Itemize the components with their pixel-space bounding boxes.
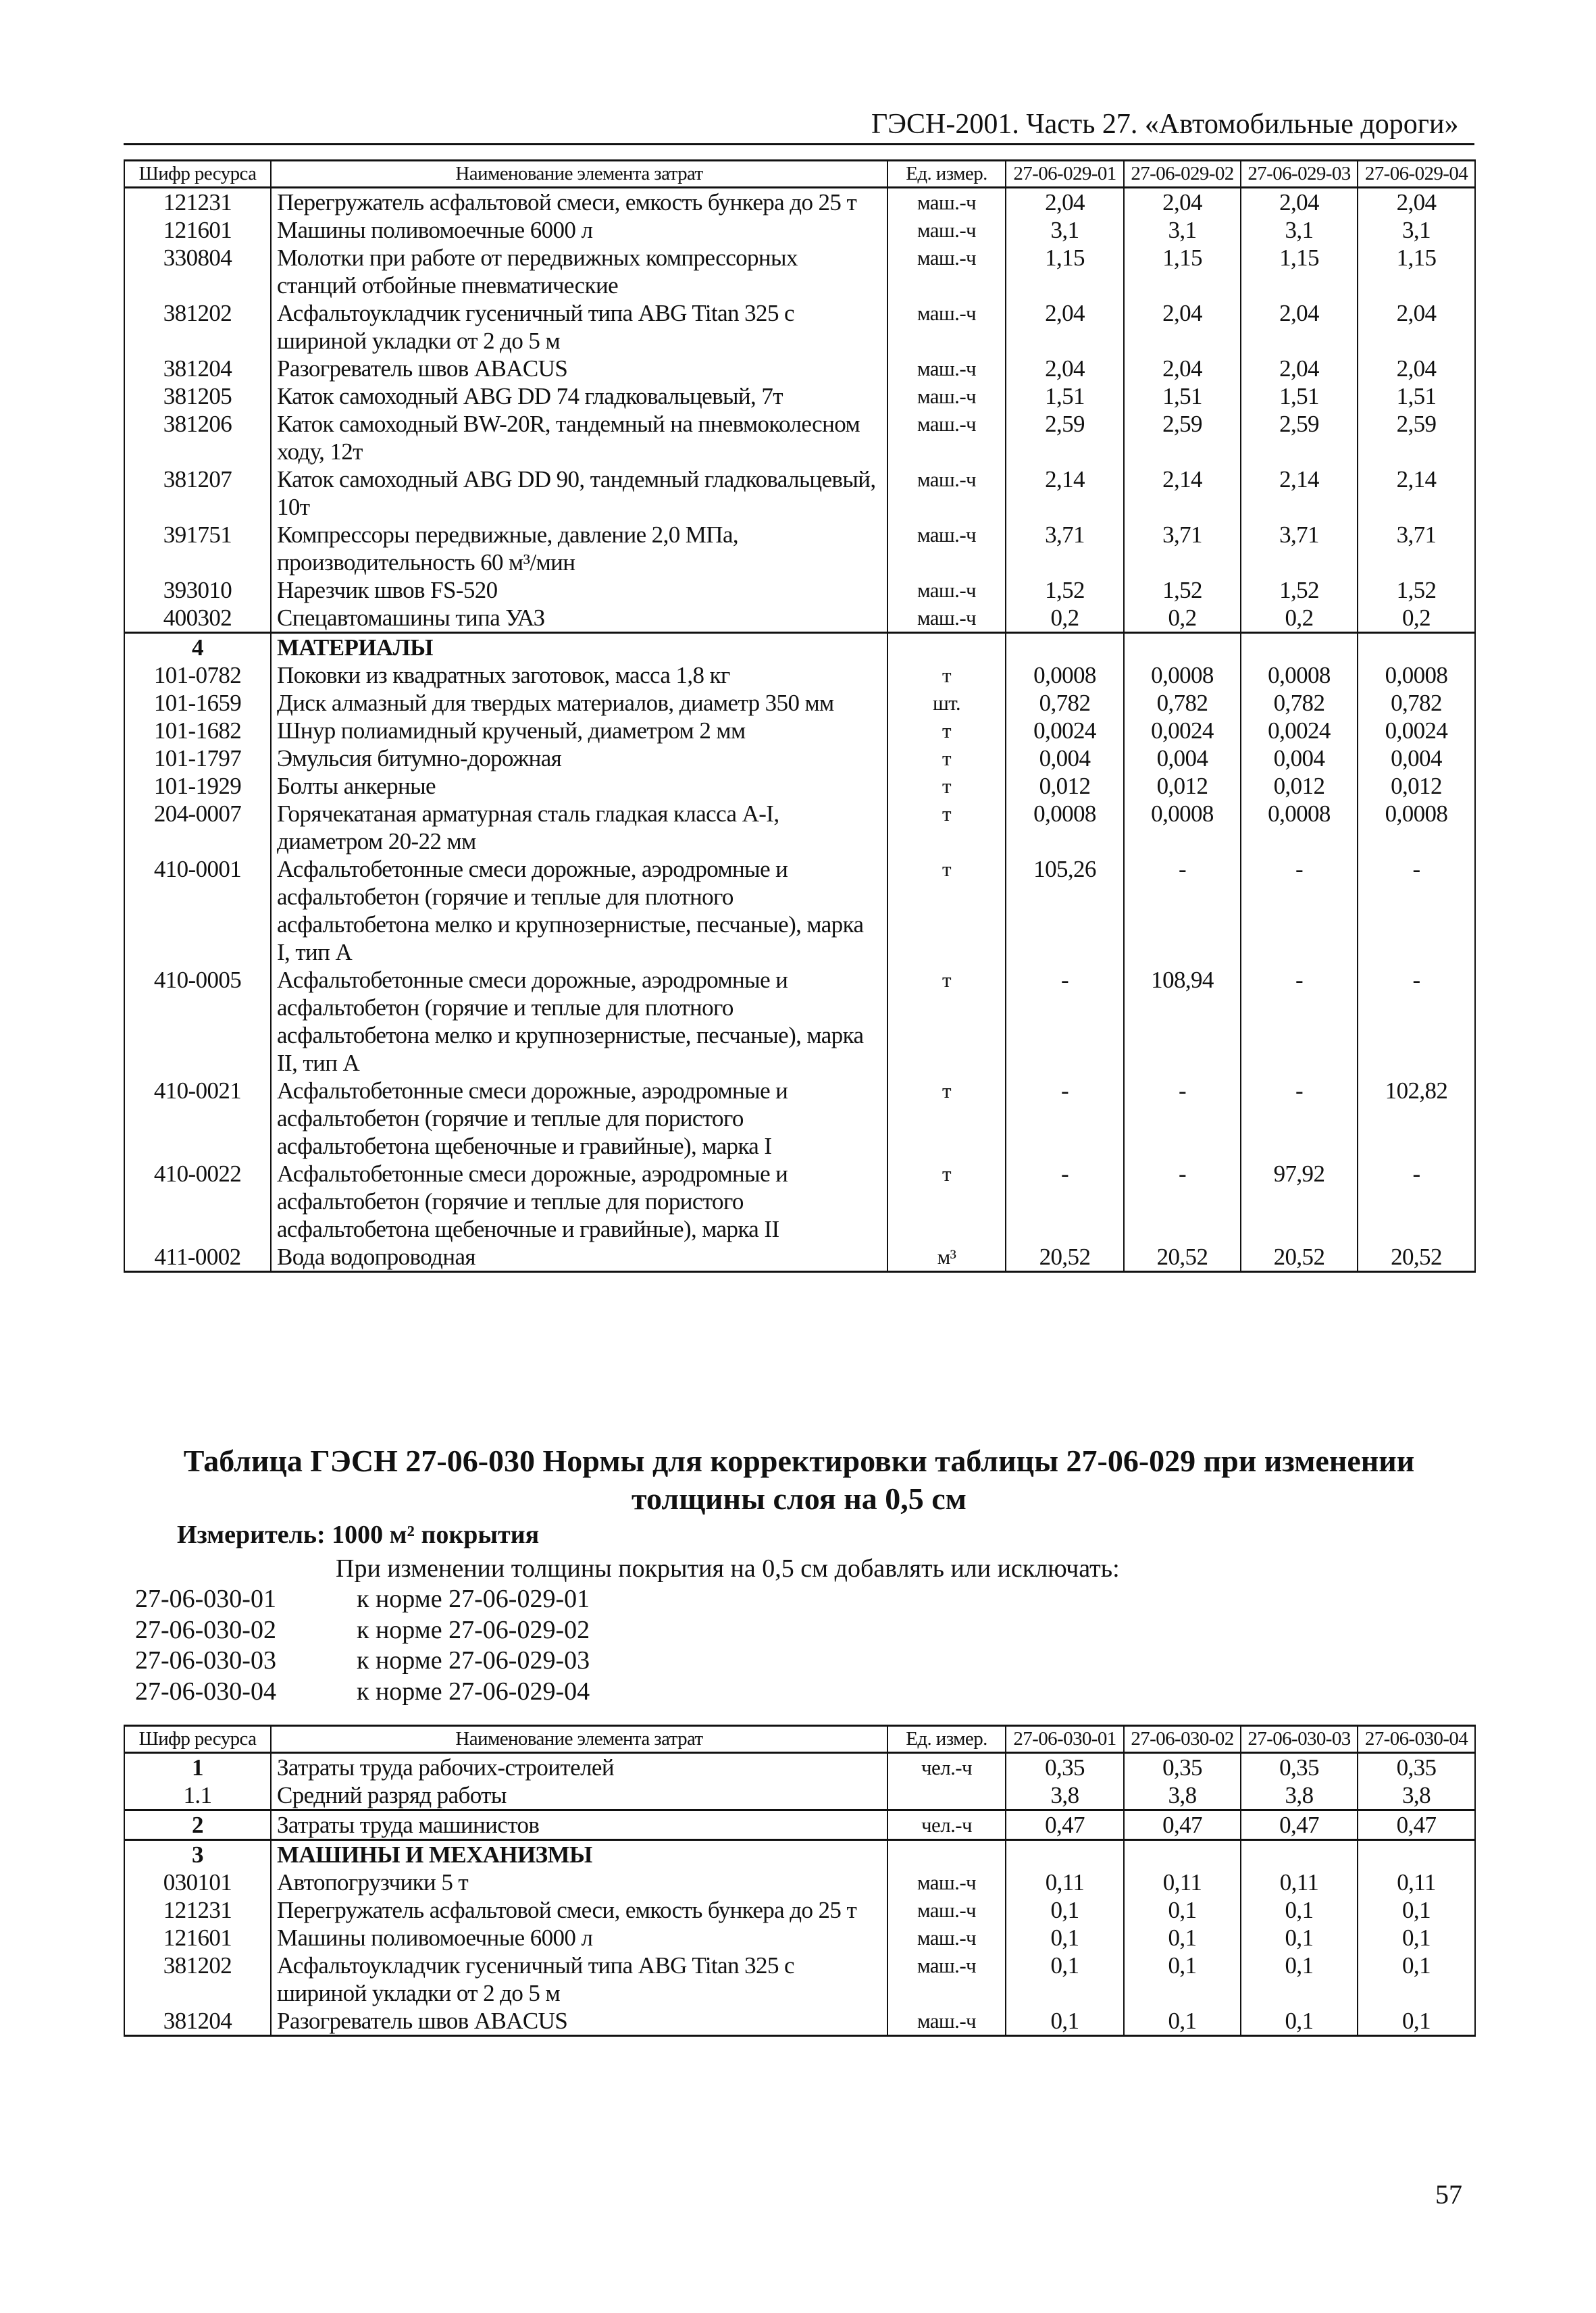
norm-value: 102,82	[1358, 1077, 1475, 1160]
table-row	[124, 521, 1475, 576]
norm-value: -	[1241, 1077, 1358, 1160]
norm-value: 2,59	[1124, 410, 1241, 465]
unit: т	[887, 744, 1006, 772]
table-row	[124, 744, 1475, 772]
norm-value	[1124, 1840, 1241, 1869]
resource-code: 030101	[124, 1869, 271, 1896]
resource-code: 1.1	[124, 1781, 271, 1810]
norm-value: 0,1	[1241, 1896, 1358, 1924]
unit: маш.-ч	[887, 216, 1006, 244]
norm-value: 2,59	[1241, 410, 1358, 465]
norm-value: 0,012	[1124, 772, 1241, 800]
norm-value: 0,2	[1358, 604, 1475, 633]
norm-value: 1,15	[1124, 244, 1241, 299]
unit: т	[887, 800, 1006, 855]
resource-name: МАШИНЫ И МЕХАНИЗМЫ	[271, 1840, 887, 1869]
table-header	[124, 1726, 1475, 1753]
norm-value: 0,004	[1006, 744, 1124, 772]
norm-value: 0,2	[1124, 604, 1241, 633]
resource-table-029	[124, 159, 1476, 1273]
norm-value: 0,0024	[1241, 717, 1358, 744]
norm-value: 2,04	[1241, 355, 1358, 382]
ref-code: 27-06-030-03	[135, 1646, 276, 1675]
resource-name: Шнур полиамидный крученый, диаметром 2 мм	[271, 717, 887, 744]
norm-value: 97,92	[1241, 1160, 1358, 1243]
ref-code: 27-06-030-02	[135, 1615, 276, 1644]
norm-value: 0,1	[1124, 1924, 1241, 1952]
resource-name: Разогреватель швов ABACUS	[271, 2007, 887, 2036]
resource-name: Вода водопроводная	[271, 1243, 887, 1272]
unit: маш.-ч	[887, 299, 1006, 355]
adjustment-note: При изменении толщины покрытия на 0,5 см добавлять или исключать:	[336, 1554, 1120, 1583]
header-norm-code: 27-06-030-03	[1241, 1726, 1358, 1753]
norm-value: 0,0008	[1241, 661, 1358, 689]
unit: маш.-ч	[887, 1924, 1006, 1952]
norm-value: 0,35	[1358, 1753, 1475, 1782]
norm-value: 0,0008	[1241, 800, 1358, 855]
norm-value: 3,8	[1241, 1781, 1358, 1810]
resource-name: Горячекатаная арматурная сталь гладкая класса А-I, диаметром 20-22 мм	[271, 800, 887, 855]
norm-value: 20,52	[1124, 1243, 1241, 1272]
norm-value: 0,1	[1358, 1924, 1475, 1952]
resource-name: Перегружатель асфальтовой смеси, емкость бункера до 25 т	[271, 188, 887, 217]
resource-code: 2	[124, 1810, 271, 1840]
norm-value: -	[1241, 855, 1358, 966]
unit: маш.-ч	[887, 521, 1006, 576]
resource-code: 121231	[124, 188, 271, 217]
table-row	[124, 661, 1475, 689]
resource-name: Машины поливомоечные 6000 л	[271, 1924, 887, 1952]
header-code: Шифр ресурса	[124, 161, 271, 188]
resource-code: 381204	[124, 2007, 271, 2036]
norm-value: 0,1	[1241, 1952, 1358, 2007]
norm-value: 2,04	[1358, 299, 1475, 355]
resource-name: Перегружатель асфальтовой смеси, емкость бункера до 25 т	[271, 1896, 887, 1924]
norm-value: 0,35	[1241, 1753, 1358, 1782]
resource-name: Нарезчик швов FS-520	[271, 576, 887, 604]
norm-value: 0,47	[1124, 1810, 1241, 1840]
norm-value: 2,04	[1241, 188, 1358, 217]
resource-code: 121601	[124, 1924, 271, 1952]
table-row	[124, 216, 1475, 244]
norm-value: 3,8	[1006, 1781, 1124, 1810]
header-norm-code: 27-06-029-04	[1358, 161, 1475, 188]
table-row	[124, 717, 1475, 744]
header-unit: Ед. измер.	[887, 161, 1006, 188]
norm-value: 0,0008	[1358, 800, 1475, 855]
unit: маш.-ч	[887, 382, 1006, 410]
resource-name: Асфальтоукладчик гусеничный типа ABG Titan 325 с шириной укладки от 2 до 5 м	[271, 299, 887, 355]
ref-text: к норме 27-06-029-01	[357, 1585, 590, 1613]
norm-value: -	[1124, 855, 1241, 966]
section-row	[124, 1840, 1475, 1869]
page-number: 57	[1435, 2179, 1462, 2210]
header-norm-code: 27-06-029-02	[1124, 161, 1241, 188]
norm-value: 0,0024	[1124, 717, 1241, 744]
unit: маш.-ч	[887, 410, 1006, 465]
norm-value: 2,04	[1006, 188, 1124, 217]
norm-value: -	[1006, 966, 1124, 1077]
resource-name: Болты анкерные	[271, 772, 887, 800]
table-row	[124, 1896, 1475, 1924]
unit	[887, 1781, 1006, 1810]
norm-value: 0,2	[1241, 604, 1358, 633]
norm-value	[1006, 633, 1124, 662]
norm-value: 0,35	[1124, 1753, 1241, 1782]
norm-value: 0,1	[1358, 1896, 1475, 1924]
norm-value: 0,1	[1006, 2007, 1124, 2036]
ref-text: к норме 27-06-029-04	[357, 1677, 590, 1706]
table-row	[124, 355, 1475, 382]
norm-value: 0,012	[1358, 772, 1475, 800]
norm-value: 1,52	[1241, 576, 1358, 604]
table-row	[124, 689, 1475, 717]
norm-value: 1,15	[1006, 244, 1124, 299]
resource-code: 101-1659	[124, 689, 271, 717]
norm-value: 2,04	[1358, 188, 1475, 217]
norm-value: 2,04	[1006, 355, 1124, 382]
norm-value: 0,782	[1358, 689, 1475, 717]
norm-value: 3,71	[1241, 521, 1358, 576]
norm-value: 3,8	[1358, 1781, 1475, 1810]
norm-value: 0,47	[1241, 1810, 1358, 1840]
resource-code: 381202	[124, 1952, 271, 2007]
table-row	[124, 1869, 1475, 1896]
norm-value: 0,1	[1006, 1896, 1124, 1924]
norm-value: 3,71	[1006, 521, 1124, 576]
norm-value: 3,1	[1006, 216, 1124, 244]
resource-code: 101-1797	[124, 744, 271, 772]
unit: м³	[887, 1243, 1006, 1272]
resource-code: 381207	[124, 465, 271, 521]
resource-name: Каток самоходный ABG DD 90, тандемный гладковальцевый, 10т	[271, 465, 887, 521]
resource-code: 410-0005	[124, 966, 271, 1077]
resource-name: Затраты труда машинистов	[271, 1810, 887, 1840]
norm-value: 2,04	[1124, 299, 1241, 355]
norm-reference	[135, 1615, 590, 1646]
resource-code: 381204	[124, 355, 271, 382]
norm-value: 0,0024	[1006, 717, 1124, 744]
table-row	[124, 465, 1475, 521]
norm-value: -	[1241, 966, 1358, 1077]
ref-code: 27-06-030-04	[135, 1677, 276, 1706]
norm-value: 20,52	[1358, 1243, 1475, 1272]
norm-value: 3,1	[1241, 216, 1358, 244]
table-row	[124, 800, 1475, 855]
norm-references	[135, 1584, 590, 1707]
ref-text: к норме 27-06-029-02	[357, 1615, 590, 1644]
table-row	[124, 1952, 1475, 2007]
table-row	[124, 1243, 1475, 1272]
norm-value: 3,8	[1124, 1781, 1241, 1810]
resource-code: 3	[124, 1840, 271, 1869]
norm-value: 1,51	[1124, 382, 1241, 410]
table-title: Таблица ГЭСН 27-06-030 Нормы для корректировки таблицы 27-06-029 при изменении толщины слоя на 0,5 см	[183, 1444, 1415, 1516]
norm-value: -	[1358, 1160, 1475, 1243]
table-row	[124, 244, 1475, 299]
norm-value: 108,94	[1124, 966, 1241, 1077]
resource-name: Разогреватель швов ABACUS	[271, 355, 887, 382]
norm-value: 2,04	[1006, 299, 1124, 355]
resource-name: Автопогрузчики 5 т	[271, 1869, 887, 1896]
norm-value: 0,1	[1358, 1952, 1475, 2007]
table-row	[124, 1810, 1475, 1840]
norm-value: 0,1	[1124, 1896, 1241, 1924]
table-row	[124, 772, 1475, 800]
norm-value: 0,1	[1124, 1952, 1241, 2007]
norm-value: 0,782	[1006, 689, 1124, 717]
unit: т	[887, 966, 1006, 1077]
resource-name: Асфальтобетонные смеси дорожные, аэродромные и асфальтобетон (горячие и теплые для плотного асфальтобетона мелко и крупнозернистые, песчаные), марка II, тип А	[271, 966, 887, 1077]
norm-value: 0,1	[1006, 1952, 1124, 2007]
norm-value: 0,004	[1358, 744, 1475, 772]
resource-code: 381202	[124, 299, 271, 355]
norm-value: 2,14	[1358, 465, 1475, 521]
table-row	[124, 1160, 1475, 1243]
unit: маш.-ч	[887, 1952, 1006, 2007]
table-row	[124, 299, 1475, 355]
norm-value: 0,1	[1124, 2007, 1241, 2036]
unit: маш.-ч	[887, 355, 1006, 382]
resource-code: 121601	[124, 216, 271, 244]
norm-value: -	[1006, 1077, 1124, 1160]
resource-name: Спецавтомашины типа УАЗ	[271, 604, 887, 633]
norm-value: 0,1	[1241, 1924, 1358, 1952]
resource-code: 400302	[124, 604, 271, 633]
norm-value: 2,04	[1124, 188, 1241, 217]
resource-code: 410-0001	[124, 855, 271, 966]
norm-value	[1358, 1840, 1475, 1869]
table-row	[124, 1077, 1475, 1160]
norm-value: 0,1	[1006, 1924, 1124, 1952]
header-norm-code: 27-06-030-01	[1006, 1726, 1124, 1753]
norm-value: 105,26	[1006, 855, 1124, 966]
header-norm-code: 27-06-029-03	[1241, 161, 1358, 188]
norm-value: 1,52	[1124, 576, 1241, 604]
norm-value: 2,59	[1006, 410, 1124, 465]
unit: чел.-ч	[887, 1810, 1006, 1840]
section-row	[124, 633, 1475, 662]
norm-value: 2,14	[1241, 465, 1358, 521]
unit: маш.-ч	[887, 465, 1006, 521]
table-row	[124, 1781, 1475, 1810]
norm-value: 2,14	[1006, 465, 1124, 521]
norm-value	[1006, 1840, 1124, 1869]
norm-value: 0,35	[1006, 1753, 1124, 1782]
header-norm-code: 27-06-030-04	[1358, 1726, 1475, 1753]
norm-value: 2,04	[1124, 355, 1241, 382]
norm-value: 1,51	[1006, 382, 1124, 410]
header-name: Наименование элемента затрат	[271, 1726, 887, 1753]
unit: маш.-ч	[887, 2007, 1006, 2036]
norm-value: 0,0008	[1358, 661, 1475, 689]
table-row	[124, 1753, 1475, 1782]
table-row	[124, 855, 1475, 966]
unit: маш.-ч	[887, 1896, 1006, 1924]
resource-code: 101-1682	[124, 717, 271, 744]
norm-value: 0,1	[1358, 2007, 1475, 2036]
norm-value: 0,11	[1006, 1869, 1124, 1896]
resource-code: 101-0782	[124, 661, 271, 689]
norm-value: 3,1	[1124, 216, 1241, 244]
norm-value: 1,15	[1358, 244, 1475, 299]
norm-value: 0,11	[1124, 1869, 1241, 1896]
norm-reference	[135, 1646, 590, 1677]
norm-value: 0,0008	[1006, 661, 1124, 689]
norm-value: 1,51	[1241, 382, 1358, 410]
resource-code: 381205	[124, 382, 271, 410]
header-name: Наименование элемента затрат	[271, 161, 887, 188]
unit	[887, 633, 1006, 662]
header-code: Шифр ресурса	[124, 1726, 271, 1753]
unit: т	[887, 661, 1006, 689]
resource-name: Эмульсия битумно-дорожная	[271, 744, 887, 772]
norm-value: 20,52	[1006, 1243, 1124, 1272]
unit: т	[887, 717, 1006, 744]
norm-value: 0,1	[1241, 2007, 1358, 2036]
resource-code: 393010	[124, 576, 271, 604]
norm-value: 0,0008	[1124, 800, 1241, 855]
table-row	[124, 188, 1475, 217]
unit: т	[887, 855, 1006, 966]
resource-name: Машины поливомоечные 6000 л	[271, 216, 887, 244]
resource-name: Средний разряд работы	[271, 1781, 887, 1810]
resource-name: Затраты труда рабочих-строителей	[271, 1753, 887, 1782]
table-header	[124, 161, 1475, 188]
norm-value: 0,0008	[1006, 800, 1124, 855]
norm-value: -	[1124, 1160, 1241, 1243]
norm-value: 0,2	[1006, 604, 1124, 633]
resource-code: 410-0021	[124, 1077, 271, 1160]
resource-code: 204-0007	[124, 800, 271, 855]
norm-value: 0,47	[1358, 1810, 1475, 1840]
norm-value: 0,47	[1006, 1810, 1124, 1840]
resource-code: 1	[124, 1753, 271, 1782]
header-norm-code: 27-06-030-02	[1124, 1726, 1241, 1753]
resource-code: 411-0002	[124, 1243, 271, 1272]
norm-value: 0,004	[1241, 744, 1358, 772]
norm-value	[1124, 633, 1241, 662]
norm-value: 1,52	[1358, 576, 1475, 604]
resource-code: 4	[124, 633, 271, 662]
norm-value: 0,0008	[1124, 661, 1241, 689]
resource-name: Каток самоходный ABG DD 74 гладковальцевый, 7т	[271, 382, 887, 410]
norm-value: 1,15	[1241, 244, 1358, 299]
norm-reference	[135, 1584, 590, 1615]
table-row	[124, 2007, 1475, 2036]
table-row	[124, 1924, 1475, 1952]
resource-name: Асфальтобетонные смеси дорожные, аэродромные и асфальтобетон (горячие и теплые для плотного асфальтобетона мелко и крупнозернистые, песчаные), марка I, тип А	[271, 855, 887, 966]
unit: чел.-ч	[887, 1753, 1006, 1782]
unit: маш.-ч	[887, 576, 1006, 604]
norm-value: 3,71	[1358, 521, 1475, 576]
resource-name: Компрессоры передвижные, давление 2,0 МПа, производительность 60 м³/мин	[271, 521, 887, 576]
unit: шт.	[887, 689, 1006, 717]
norm-value: 0,012	[1241, 772, 1358, 800]
norm-value: 0,012	[1006, 772, 1124, 800]
unit: маш.-ч	[887, 188, 1006, 217]
resource-name: Асфальтобетонные смеси дорожные, аэродромные и асфальтобетон (горячие и теплые для пористого асфальтобетона щебеночные и гравийные), марка I	[271, 1077, 887, 1160]
norm-value: 0,0024	[1358, 717, 1475, 744]
resource-name: Диск алмазный для твердых материалов, диаметр 350 мм	[271, 689, 887, 717]
norm-value: 1,52	[1006, 576, 1124, 604]
resource-name: Асфальтобетонные смеси дорожные, аэродромные и асфальтобетон (горячие и теплые для пористого асфальтобетона щебеночные и гравийные), марка II	[271, 1160, 887, 1243]
resource-code: 330804	[124, 244, 271, 299]
norm-value: -	[1358, 966, 1475, 1077]
norm-value: 3,71	[1124, 521, 1241, 576]
norm-value: 0,11	[1241, 1869, 1358, 1896]
unit: т	[887, 772, 1006, 800]
norm-value: -	[1006, 1160, 1124, 1243]
header-unit: Ед. измер.	[887, 1726, 1006, 1753]
table-row	[124, 966, 1475, 1077]
resource-code: 381206	[124, 410, 271, 465]
norm-value: 0,004	[1124, 744, 1241, 772]
resource-table-030	[124, 1725, 1476, 2037]
measure-unit: Измеритель: 1000 м² покрытия	[177, 1521, 540, 1549]
norm-value	[1358, 633, 1475, 662]
norm-value	[1241, 633, 1358, 662]
resource-name: Молотки при работе от передвижных компрессорных станций отбойные пневматические	[271, 244, 887, 299]
table-row	[124, 382, 1475, 410]
header-norm-code: 27-06-029-01	[1006, 161, 1124, 188]
norm-value	[1241, 1840, 1358, 1869]
norm-value: -	[1358, 855, 1475, 966]
unit	[887, 1840, 1006, 1869]
ref-code: 27-06-030-01	[135, 1585, 276, 1613]
norm-value: 2,59	[1358, 410, 1475, 465]
table-row	[124, 604, 1475, 633]
ref-text: к норме 27-06-029-03	[357, 1646, 590, 1675]
norm-value: 20,52	[1241, 1243, 1358, 1272]
resource-code: 391751	[124, 521, 271, 576]
header-rule	[124, 143, 1474, 145]
resource-code: 410-0022	[124, 1160, 271, 1243]
resource-code: 121231	[124, 1896, 271, 1924]
norm-value: 2,14	[1124, 465, 1241, 521]
unit: маш.-ч	[887, 1869, 1006, 1896]
norm-value: -	[1124, 1077, 1241, 1160]
table-row	[124, 410, 1475, 465]
resource-name: Асфальтоукладчик гусеничный типа ABG Titan 325 с шириной укладки от 2 до 5 м	[271, 1952, 887, 2007]
resource-name: МАТЕРИАЛЫ	[271, 633, 887, 662]
unit: маш.-ч	[887, 244, 1006, 299]
norm-value: 0,782	[1124, 689, 1241, 717]
norm-value: 2,04	[1241, 299, 1358, 355]
table-row	[124, 576, 1475, 604]
unit: т	[887, 1077, 1006, 1160]
unit: т	[887, 1160, 1006, 1243]
running-head: ГЭСН-2001. Часть 27. «Автомобильные дороги»	[871, 109, 1459, 140]
norm-value: 0,11	[1358, 1869, 1475, 1896]
norm-reference	[135, 1677, 590, 1708]
norm-value: 0,782	[1241, 689, 1358, 717]
resource-code: 101-1929	[124, 772, 271, 800]
resource-name: Поковки из квадратных заготовок, масса 1,8 кг	[271, 661, 887, 689]
norm-value: 1,51	[1358, 382, 1475, 410]
unit: маш.-ч	[887, 604, 1006, 633]
norm-value: 2,04	[1358, 355, 1475, 382]
resource-name: Каток самоходный BW-20R, тандемный на пневмоколесном ходу, 12т	[271, 410, 887, 465]
norm-value: 3,1	[1358, 216, 1475, 244]
